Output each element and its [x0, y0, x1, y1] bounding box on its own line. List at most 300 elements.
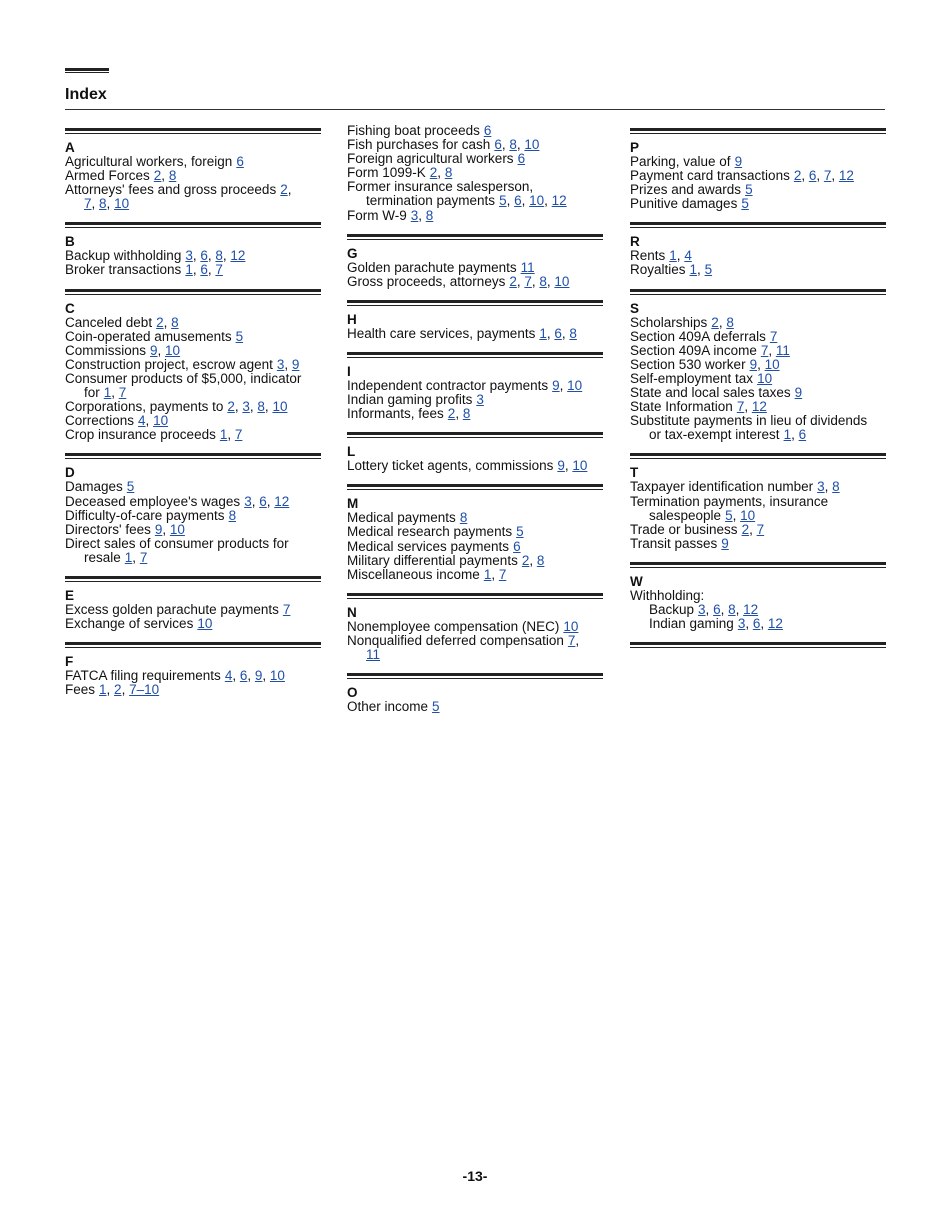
page-link[interactable]: 7	[282, 601, 291, 617]
page-link[interactable]: 5	[745, 182, 753, 198]
index-entry	[347, 459, 603, 473]
page-link[interactable]: 10	[757, 370, 773, 386]
page-link[interactable]: 1	[185, 262, 193, 278]
page-link[interactable]: 6	[808, 168, 817, 184]
ref-separator: ,	[760, 616, 768, 632]
trailing-comma: ,	[287, 182, 292, 198]
page-link[interactable]: 9	[749, 356, 758, 372]
page-link[interactable]: 5	[704, 262, 713, 278]
page-refs	[150, 343, 180, 358]
page-link[interactable]: 12	[274, 493, 290, 509]
page-link[interactable]: 10	[524, 137, 540, 153]
page-link[interactable]: 5	[725, 507, 733, 523]
page-link[interactable]: 6	[513, 538, 521, 554]
ref-separator: ,	[232, 668, 240, 684]
ref-separator: ,	[192, 262, 201, 278]
page-link[interactable]: 9	[794, 385, 803, 401]
page-link[interactable]: 12	[751, 399, 767, 415]
header-rule	[65, 68, 109, 73]
page-link[interactable]: 5	[499, 193, 507, 209]
page-link[interactable]: 1	[539, 325, 547, 341]
index-entry	[347, 138, 603, 152]
page-refs	[494, 137, 539, 152]
entry-term: Withholding:	[630, 587, 705, 603]
page-link[interactable]: 6	[752, 616, 761, 632]
page-link[interactable]: 2	[509, 273, 517, 289]
page-refs	[721, 536, 729, 551]
page-link[interactable]: 2	[429, 165, 438, 181]
rule-spacer	[347, 490, 603, 497]
page-link[interactable]: 1	[99, 682, 107, 698]
entry-term: State Information	[630, 399, 733, 415]
page-link[interactable]: 8	[215, 248, 223, 264]
page-link[interactable]: 10	[165, 342, 181, 358]
page-link[interactable]: 3	[244, 493, 252, 509]
page-link[interactable]: 9	[150, 342, 158, 358]
page-refs	[138, 413, 168, 428]
index-entry	[630, 197, 886, 211]
ref-separator: ,	[106, 682, 115, 698]
entry-term: Difficulty-of-care payments	[65, 507, 225, 523]
index-entry	[65, 330, 321, 344]
page-link[interactable]: 3	[476, 392, 484, 408]
ref-separator: ,	[264, 399, 273, 415]
rule-spacer	[630, 459, 886, 466]
page-link[interactable]: 2	[793, 168, 802, 184]
ref-separator: ,	[735, 601, 744, 617]
entry-term: Scholarships	[630, 314, 708, 330]
page-link[interactable]: 6	[200, 262, 208, 278]
page-link[interactable]: 7	[756, 521, 765, 537]
page-link[interactable]: 7	[567, 632, 576, 648]
page-refs	[411, 208, 434, 223]
entry-term: Medical services payments	[347, 538, 510, 554]
page-refs	[725, 508, 755, 523]
index-entry	[65, 155, 321, 169]
page-link[interactable]: 7–10	[129, 682, 160, 698]
page-link[interactable]: 2	[521, 552, 530, 568]
page-link[interactable]: 8	[444, 165, 453, 181]
page-link[interactable]: 3	[185, 248, 193, 264]
rule-spacer	[347, 438, 603, 445]
index-entry	[630, 617, 886, 631]
entry-term: Transit passes	[630, 535, 718, 551]
page-link[interactable]: 2	[711, 314, 719, 330]
page-link[interactable]: 2	[156, 314, 164, 330]
page-link[interactable]: 7	[498, 566, 507, 582]
page-link[interactable]: 11	[520, 259, 535, 275]
entry-term: Substitute payments in lieu of dividends	[630, 413, 868, 429]
index-entry	[630, 183, 886, 197]
ref-separator: ,	[161, 168, 169, 184]
entry-term: Other income	[347, 699, 429, 715]
entry-term: Miscellaneous income	[347, 566, 480, 582]
page-link[interactable]: 10	[572, 458, 588, 474]
page-link[interactable]: 9	[734, 154, 743, 169]
page-link[interactable]: 6	[239, 668, 248, 684]
entry-term: Lottery ticket agents, commissions	[347, 458, 554, 474]
section-letter: M	[347, 496, 359, 512]
page-refs	[539, 326, 577, 341]
page-link[interactable]: 6	[514, 193, 522, 209]
entry-term: Form 1099-K	[347, 165, 426, 181]
page-link[interactable]: 2	[447, 406, 456, 422]
index-entry	[630, 509, 886, 523]
page-link[interactable]: 8	[726, 314, 734, 330]
page-refs	[156, 315, 179, 330]
page-refs	[277, 357, 300, 372]
entry-term: Punitive damages	[630, 196, 738, 212]
index-entry	[630, 480, 886, 494]
page-link[interactable]: 8	[425, 207, 434, 223]
page-link[interactable]: 8	[536, 552, 545, 568]
index-entry	[65, 386, 321, 400]
page-link[interactable]: 7	[215, 262, 223, 278]
ref-separator: ,	[720, 601, 729, 617]
entry-term: Payment card transactions	[630, 168, 790, 184]
section-letter: H	[347, 311, 357, 327]
page-refs	[770, 329, 778, 344]
page-link[interactable]: 9	[721, 535, 729, 551]
index-entry	[65, 183, 321, 197]
page-link[interactable]: 8	[728, 601, 736, 617]
entry-term: Canceled debt	[65, 314, 153, 330]
ref-separator: ,	[207, 248, 216, 264]
entry-term: Commissions	[65, 342, 147, 358]
section-rule	[630, 642, 886, 648]
page-refs	[757, 371, 772, 386]
page-link[interactable]: 9	[557, 458, 565, 474]
page-link[interactable]: 12	[743, 601, 759, 617]
entry-term: State and local sales taxes	[630, 385, 791, 401]
page-refs	[737, 399, 767, 414]
ref-separator: ,	[564, 458, 573, 474]
ref-separator: ,	[501, 137, 510, 153]
ref-separator: ,	[157, 342, 166, 358]
page-link[interactable]: 4	[684, 248, 692, 264]
section-spacer	[347, 341, 603, 352]
page-link[interactable]: 10	[567, 377, 583, 393]
page-link[interactable]: 7	[84, 196, 92, 212]
page-link[interactable]: 2	[153, 168, 162, 184]
entry-term: Corrections	[65, 413, 135, 429]
section-spacer	[347, 662, 603, 673]
entry-term: Damages	[65, 479, 123, 495]
index-entry	[65, 400, 321, 414]
page-link[interactable]: 6	[236, 154, 244, 169]
page-link[interactable]: 2	[227, 399, 235, 415]
page-link[interactable]: 2	[280, 182, 288, 198]
page-link[interactable]: 8	[569, 325, 577, 341]
ref-separator: ,	[207, 262, 216, 278]
ref-separator: ,	[732, 507, 741, 523]
page-link[interactable]: 1	[124, 549, 133, 565]
section-spacer	[347, 289, 603, 300]
ref-separator: ,	[418, 207, 426, 223]
ref-separator: ,	[516, 137, 525, 153]
ref-separator: ,	[227, 427, 235, 443]
page-link[interactable]: 7	[769, 328, 778, 344]
ref-separator: ,	[559, 377, 568, 393]
page-link[interactable]: 10	[153, 413, 169, 429]
ref-separator: ,	[705, 601, 714, 617]
page-link[interactable]: 9	[254, 668, 263, 684]
ref-separator: ,	[791, 427, 799, 443]
section-spacer	[65, 278, 321, 289]
entry-term: Medical payments	[347, 510, 456, 526]
rule-spacer	[65, 295, 321, 302]
page-link[interactable]: 7	[760, 342, 769, 358]
page-link[interactable]: 4	[138, 413, 146, 429]
page-link[interactable]: 6	[554, 325, 562, 341]
page-refs	[280, 182, 291, 197]
entry-term: Parking, value of	[630, 154, 731, 169]
ref-separator: ,	[262, 668, 270, 684]
page-refs	[225, 668, 285, 683]
page-link[interactable]: 8	[462, 406, 471, 422]
title-divider	[65, 109, 885, 110]
entry-term: Prizes and awards	[630, 182, 742, 198]
index-entry	[65, 263, 321, 277]
index-entry	[347, 511, 603, 525]
entry-term: Coin-operated amusements	[65, 328, 232, 344]
index-entry	[65, 414, 321, 428]
section-letter: B	[65, 234, 75, 250]
entry-term: Self-employment tax	[630, 370, 754, 386]
page-link[interactable]: 6	[713, 601, 721, 617]
entry-term: Broker transactions	[65, 262, 182, 278]
page-refs	[125, 550, 148, 565]
page-link[interactable]: 2	[741, 521, 750, 537]
index-entry	[630, 400, 886, 414]
index-entry	[65, 249, 321, 263]
page-link[interactable]: 11	[366, 646, 381, 662]
page-link[interactable]: 8	[509, 137, 517, 153]
section-letter: O	[347, 685, 358, 701]
page-link[interactable]: 5	[516, 524, 524, 540]
entry-term: Indian gaming profits	[347, 392, 473, 408]
page-link[interactable]: 9	[154, 521, 163, 537]
entry-term: Agricultural workers, foreign	[65, 154, 233, 169]
page-refs	[460, 510, 468, 525]
entry-term: Military differential payments	[347, 552, 518, 568]
ref-separator: ,	[163, 314, 172, 330]
ref-separator: ,	[544, 193, 552, 209]
page-link[interactable]: 12	[551, 193, 567, 209]
page-refs	[563, 619, 578, 634]
page-link[interactable]: 3	[242, 399, 250, 415]
ref-separator: ,	[162, 521, 170, 537]
ref-separator: ,	[251, 493, 260, 509]
entry-term: Golden parachute payments	[347, 259, 517, 275]
section-spacer	[65, 211, 321, 222]
page-link[interactable]: 5	[741, 196, 749, 212]
page-link[interactable]: 3	[276, 356, 285, 372]
index-entry	[630, 263, 886, 277]
index-entry	[630, 169, 886, 183]
page-link[interactable]: 10	[740, 507, 756, 523]
page-refs	[99, 682, 159, 697]
section-letter: W	[630, 573, 643, 589]
page-refs	[795, 385, 803, 400]
page-link[interactable]: 3	[737, 616, 746, 632]
index-entry	[630, 414, 886, 428]
page-link[interactable]: 12	[838, 168, 854, 184]
page-link[interactable]: 12	[230, 248, 246, 264]
rule-spacer	[630, 134, 886, 141]
page-link[interactable]: 7	[234, 427, 243, 443]
page-link[interactable]: 10	[764, 356, 780, 372]
page-link[interactable]: 6	[494, 137, 502, 153]
entry-term: salespeople	[649, 507, 722, 523]
entry-term: Informants, fees	[347, 406, 444, 422]
page-refs	[244, 494, 289, 509]
ref-separator: ,	[145, 413, 154, 429]
index-entry	[65, 669, 321, 683]
page-link[interactable]: 8	[228, 507, 237, 523]
page-link[interactable]: 9	[552, 377, 560, 393]
page-link[interactable]: 8	[99, 196, 107, 212]
page-link[interactable]: 4	[224, 668, 233, 684]
entry-term: Independent contractor payments	[347, 377, 549, 393]
entry-term: Deceased employee's wages	[65, 493, 241, 509]
ref-separator: ,	[801, 168, 809, 184]
entry-term: Royalties	[630, 262, 686, 278]
page-link[interactable]: 3	[817, 479, 825, 495]
page-refs	[476, 392, 484, 407]
entry-term: Nonemployee compensation (NEC)	[347, 618, 560, 634]
entry-term: Backup withholding	[65, 248, 182, 264]
page-link[interactable]: 1	[103, 385, 112, 401]
page-link[interactable]: 2	[114, 682, 122, 698]
entry-term: Nonqualified deferred compensation	[347, 632, 564, 648]
page-link[interactable]: 7	[118, 385, 127, 401]
index-entry	[347, 540, 603, 554]
section-spacer	[630, 631, 886, 642]
ref-separator: ,	[749, 521, 757, 537]
page-link[interactable]: 7	[139, 549, 148, 565]
section-letter: A	[65, 140, 75, 155]
page-refs	[817, 479, 840, 494]
rule-spacer	[65, 459, 321, 466]
index-entry	[630, 386, 886, 400]
page-link[interactable]: 8	[539, 273, 547, 289]
page-link[interactable]: 6	[259, 493, 267, 509]
ref-separator: ,	[744, 399, 752, 415]
page-link[interactable]: 1	[689, 262, 698, 278]
page-link[interactable]: 10	[114, 196, 130, 212]
page-refs	[185, 248, 245, 263]
page-link[interactable]: 7	[524, 273, 532, 289]
page-link[interactable]: 5	[126, 479, 135, 495]
entry-term: Construction project, escrow agent	[65, 356, 273, 372]
index-entry	[65, 509, 321, 523]
index-entry	[630, 155, 886, 169]
index-column-1	[65, 124, 321, 697]
page-title: Index	[65, 86, 107, 103]
section-letter: S	[630, 300, 640, 316]
page-link[interactable]: 1	[669, 248, 677, 264]
page-refs	[229, 508, 237, 523]
page-link[interactable]: 10	[272, 399, 288, 415]
page-link[interactable]: 3	[698, 601, 706, 617]
page-link[interactable]: 10	[169, 521, 185, 537]
index-entry	[347, 525, 603, 539]
page-link[interactable]: 1	[483, 566, 492, 582]
trailing-comma: ,	[575, 632, 580, 648]
index-entry	[347, 261, 603, 275]
page-link[interactable]: 10	[529, 193, 545, 209]
page-link[interactable]: 11	[775, 342, 790, 358]
page-link[interactable]: 3	[410, 207, 419, 223]
page-refs	[690, 262, 713, 277]
page-number: -13-	[462, 1168, 488, 1184]
index-entry	[630, 330, 886, 344]
page-link[interactable]: 7	[823, 168, 832, 184]
page-refs	[155, 522, 185, 537]
page-link[interactable]: 6	[517, 151, 526, 167]
section-spacer	[65, 565, 321, 576]
index-entry	[65, 495, 321, 509]
index-entry	[630, 523, 886, 537]
entry-term: Gross proceeds, attorneys	[347, 273, 506, 289]
page-link[interactable]: 5	[432, 699, 440, 715]
index-entry	[347, 568, 603, 582]
section-spacer	[630, 551, 886, 562]
entry-term: Consumer products of $5,000, indicator	[65, 370, 302, 386]
page-link[interactable]: 9	[291, 356, 300, 372]
page-refs	[366, 647, 380, 662]
page-link[interactable]: 6	[483, 123, 492, 138]
index-entry	[65, 537, 321, 551]
index-entry	[347, 275, 603, 289]
page-refs	[745, 182, 753, 197]
page-link[interactable]: 6	[798, 427, 807, 443]
page-refs	[669, 248, 692, 263]
page-link[interactable]: 6	[200, 248, 208, 264]
page-link[interactable]: 5	[235, 328, 244, 344]
page-link[interactable]: 10	[269, 668, 285, 684]
entry-term: for	[84, 385, 100, 401]
index-entry	[347, 648, 603, 662]
page-link[interactable]: 10	[197, 616, 213, 632]
page-link[interactable]: 1	[219, 427, 228, 443]
ref-separator: ,	[546, 325, 555, 341]
entry-term: Excess golden parachute payments	[65, 601, 279, 617]
page-link[interactable]: 10	[554, 273, 570, 289]
page-link[interactable]: 8	[832, 479, 840, 495]
entry-term: Indian gaming	[649, 616, 734, 632]
section-letter: E	[65, 587, 75, 603]
rule-spacer	[65, 648, 321, 655]
index-entry	[630, 372, 886, 386]
ref-separator: ,	[816, 168, 824, 184]
ref-separator: ,	[697, 262, 705, 278]
index-entry	[347, 180, 603, 194]
rule-spacer	[347, 240, 603, 247]
page-link[interactable]: 7	[736, 399, 745, 415]
page-link[interactable]: 10	[563, 618, 579, 634]
page-link[interactable]: 8	[168, 168, 177, 184]
page-link[interactable]: 8	[257, 399, 265, 415]
page-link[interactable]: 12	[767, 616, 783, 632]
page-link[interactable]: 8	[171, 314, 179, 330]
page-refs	[104, 385, 127, 400]
ref-separator: ,	[249, 399, 258, 415]
page-link[interactable]: 8	[459, 510, 468, 526]
ref-separator: ,	[437, 165, 445, 181]
page-link[interactable]: 1	[783, 427, 792, 443]
